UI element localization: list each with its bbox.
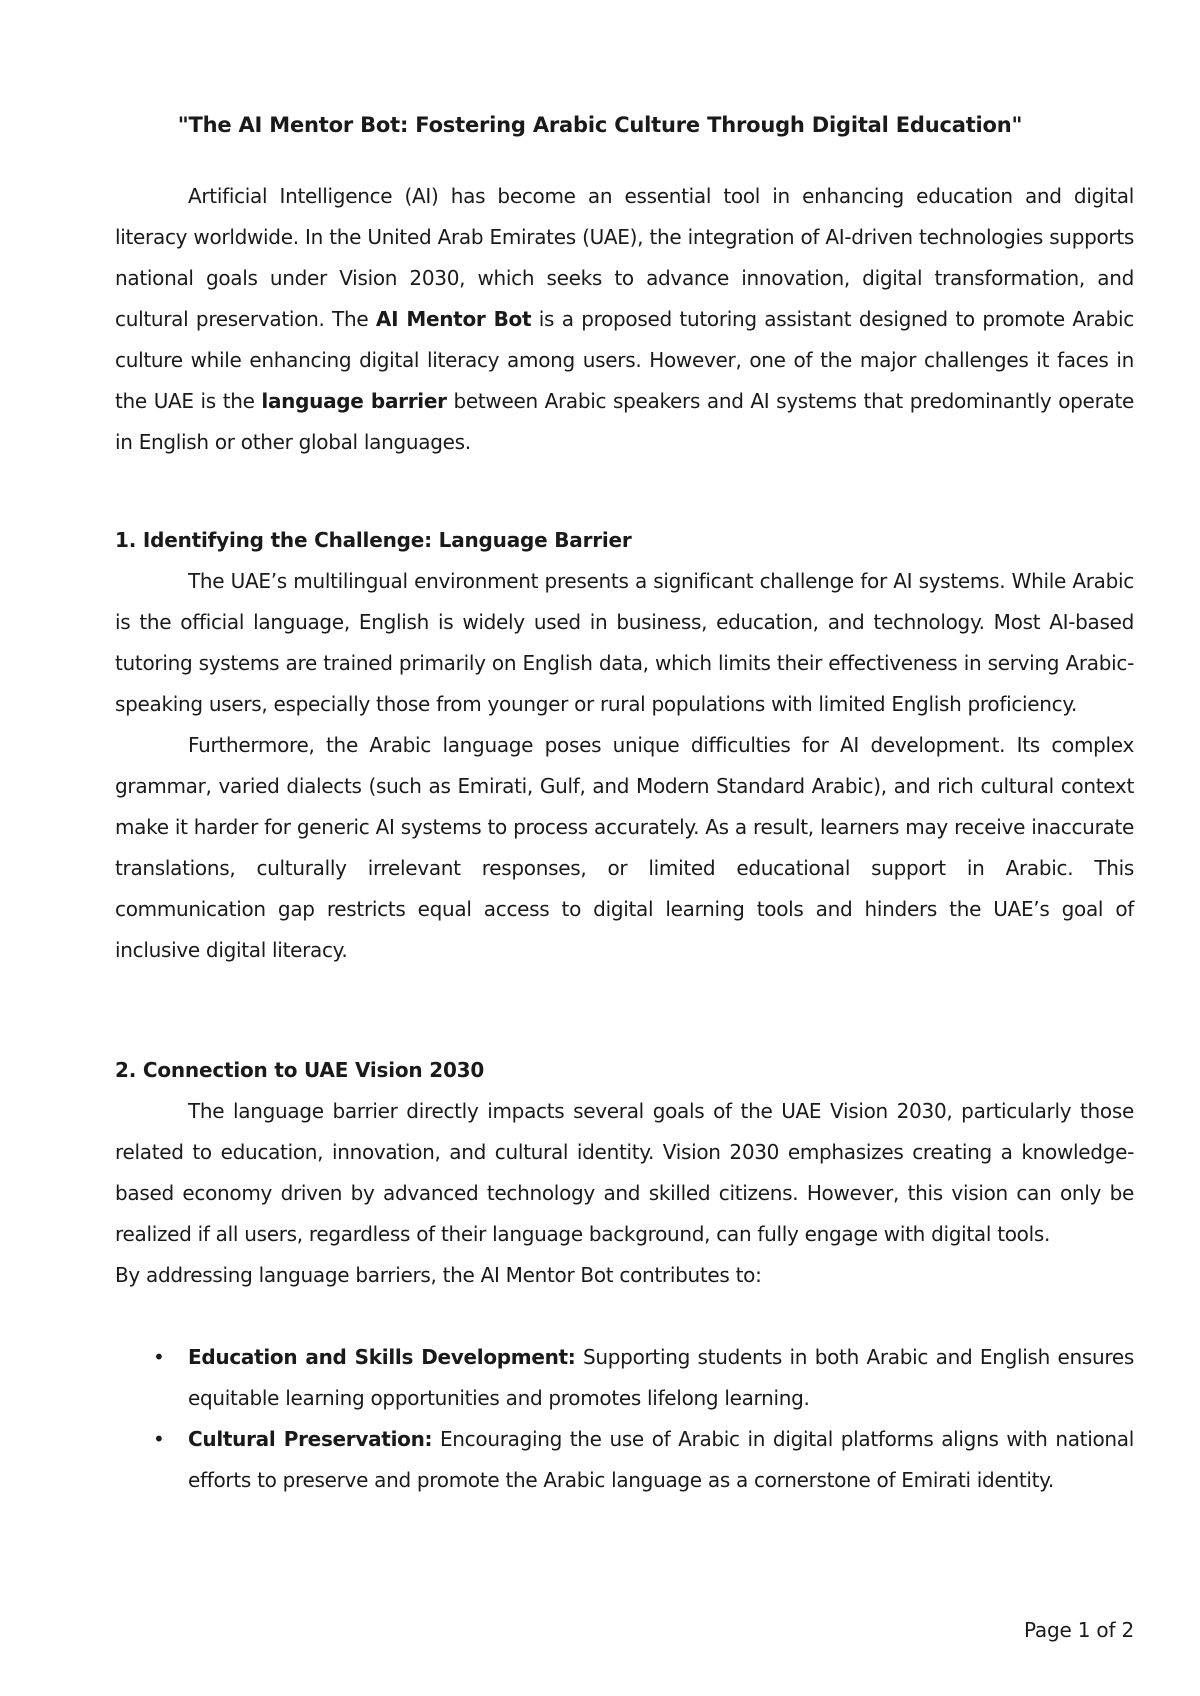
section2-bullet-list — [115, 1337, 1134, 1501]
bullet-label: Education and Skills Development: — [188, 1345, 576, 1369]
intro-text-3: between Arabic speakers and AI systems that predominantly operate in English or other global languages. — [115, 389, 1134, 454]
bullet-icon: • — [153, 1345, 165, 1369]
list-item — [115, 1337, 1134, 1419]
section1-paragraph-1: The UAE’s multilingual environment presents a significant challenge for AI systems. While Arabic is the official language, English is widely used in business, education, and technology. Most AI-based tutoring systems are trained primarily on English data, which limits their effectiveness in serving Arabic-speaking users, especially those from younger or rural populations with limited English proficiency. — [115, 569, 1134, 716]
bullet-text: Supporting students in both Arabic and English ensures equitable learning opportunities and promotes lifelong learning. — [188, 1345, 1134, 1410]
bullet-icon: • — [153, 1427, 165, 1451]
section2-heading: 2. Connection to UAE Vision 2030 — [115, 1058, 485, 1082]
section1-body — [115, 561, 1134, 971]
bullet-text: Encouraging the use of Arabic in digital platforms aligns with national efforts to preserve and promote the Arabic language as a cornerstone of Emirati identity. — [188, 1427, 1134, 1492]
section2-paragraph-1: The language barrier directly impacts several goals of the UAE Vision 2030, particularly those related to education, innovation, and cultural identity. Vision 2030 emphasizes creating a knowledge-based economy driven by advanced technology and skilled citizens. However, this vision can only be realized if all users, regardless of their language background, can fully engage with digital tools. — [115, 1099, 1134, 1246]
list-item — [115, 1419, 1134, 1501]
bullet-label: Cultural Preservation: — [188, 1427, 433, 1451]
intro-paragraph — [115, 176, 1134, 463]
section2-body — [115, 1091, 1134, 1296]
section1-paragraph-2: Furthermore, the Arabic language poses unique difficulties for AI development. Its complex grammar, varied dialects (such as Emirati, Gulf, and Modern Standard Arabic), and rich cultural context make it harder for generic AI systems to process accurately. As a result, learners may receive inaccurate translations, culturally irrelevant responses, or limited educational support in Arabic. This communication gap restricts equal access to digital learning tools and hinders the UAE’s goal of inclusive digital literacy. — [115, 733, 1134, 962]
section2-lead: By addressing language barriers, the AI Mentor Bot contributes to: — [115, 1263, 762, 1287]
intro-text-1: Artificial Intelligence (AI) has become an essential tool in enhancing education and digital literacy worldwide. In the United Arab Emirates (UAE), the integration of AI-driven technologies supports national goals under Vision 2030, which seeks to advance innovation, digital transformation, and cultural preservation. The — [115, 184, 1134, 331]
section1-heading: 1. Identifying the Challenge: Language Barrier — [115, 528, 632, 552]
intro-bold-ai-mentor-bot: AI Mentor Bot — [375, 307, 532, 331]
intro-text-2: is a proposed tutoring assistant designed to promote Arabic culture while enhancing digital literacy among users. However, one of the major challenges it faces in the UAE is the — [115, 307, 1134, 413]
document-title: "The AI Mentor Bot: Fostering Arabic Culture Through Digital Education" — [177, 113, 1023, 137]
page-number: Page 1 of 2 — [1023, 1618, 1134, 1642]
intro-bold-language-barrier: language barrier — [261, 389, 447, 413]
